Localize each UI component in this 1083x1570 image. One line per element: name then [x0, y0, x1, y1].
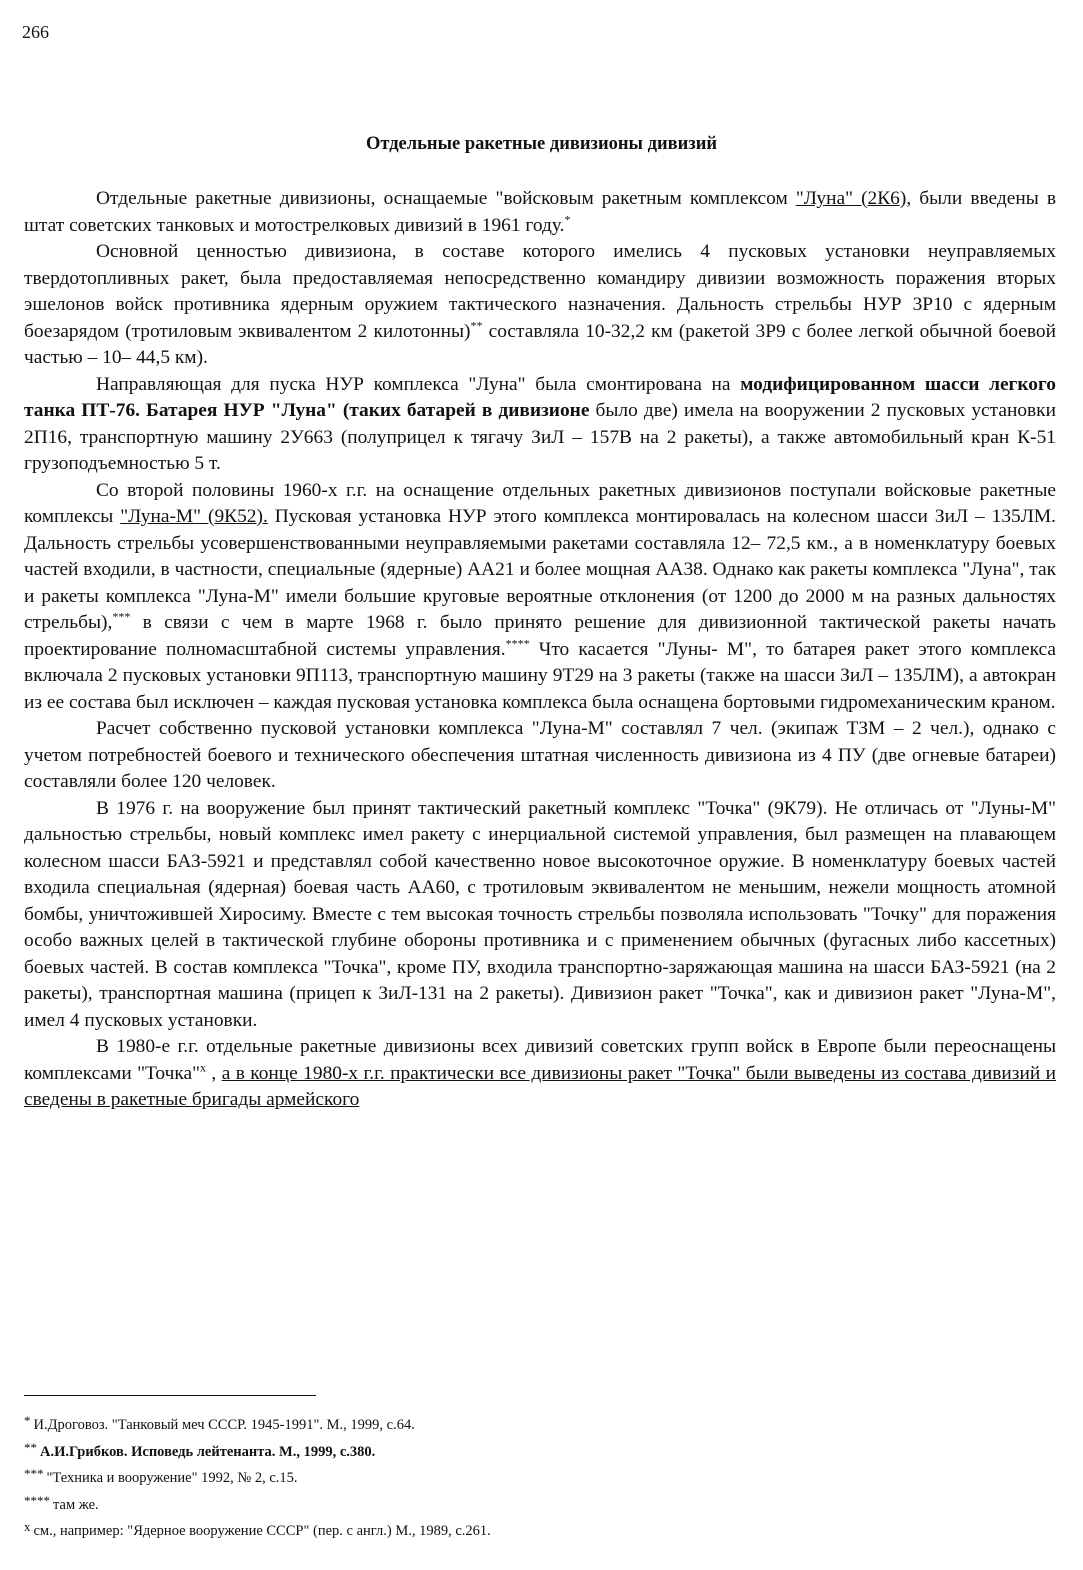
footnote-ref-1: *: [564, 212, 571, 227]
text-span: В 1976 г. на вооружение был принят тактический ракетный комплекс "Точка" (9К79). Не отличась от "Луны-М" дальностью стрельбы, новый комплекс имел ракету с инерциальной системой управления, был размещен на плавающем колесном шасси БАЗ-5921 и представлял собой качественно новое высокоточное оружие. В номенклатуру боевых частей входила специальная (ядерная) боевая часть АА60, с тротиловым эквивалентом не меньшим, нежели мощность атомной бомбы, уничтожившей Хиросиму. Вместе с тем высокая точность стрельбы позволяла использовать "Точку" для поражения особо важных целей в тактической глубине обороны противника и с применением обычных (фугасных либо кассетных) боевых частей. В состав комплекса "Точка", кроме ПУ, входила транспортно-заряжающая машина на шасси БАЗ-5921 (на 2 ракеты), транспортная машина (прицеп к ЗиЛ-131 на 2 ракеты). Дивизион ракет "Точка", как и дивизион ракет "Луна-М", имел 4 пусковых установки.: [24, 797, 1056, 1031]
footnote-text: там же.: [53, 1496, 99, 1513]
footnote-ref-3: ***: [112, 609, 131, 624]
footnote-mark: ***: [24, 1466, 44, 1481]
footnote: [24, 1437, 1056, 1464]
footnote-ref-5: x: [200, 1060, 207, 1075]
footnote-mark: *: [24, 1413, 31, 1428]
footnote: [24, 1490, 1056, 1517]
paragraph-1: [24, 186, 1056, 239]
text-span: Со второй половины 1960-х г.г. на оснащение отдельных ракетных дивизионов поступали войсковые ракетные комплексы: [24, 479, 1056, 527]
underlined-span: а в конце 1980-х г.г. практически все дивизионы ракет "Точка" были выведены из состава дивизий и сведены в ракетные бригады армейского: [24, 1062, 1056, 1110]
text-span: , были введены в штат советских танковых и мотострелковых дивизий в 1961 году.: [24, 188, 1057, 236]
text-span: ,: [206, 1062, 222, 1084]
paragraph-6: [24, 796, 1056, 1035]
luna-2k6-link[interactable]: "Луна" (2К6): [795, 188, 907, 209]
paragraph-5: [24, 716, 1056, 796]
text-span: Основной ценностью дивизиона, в составе которого имелись 4 пусковых установки неуправляемых твердотопливных ракет, была предоставляемая непосредственно командиру дивизии возможность поражения вторых эшелонов войск противника ядерным оружием тактического назначения. Дальность стрельбы НУР 3Р10 с ядерным боезарядом (тротиловым эквивалентом 2 килотонны): [24, 241, 1056, 342]
footnotes: [24, 1395, 1056, 1543]
paragraph-2: [24, 239, 1056, 372]
text-span: в связи с чем в марте 1968 г. было принято решение для дивизионной тактической ракеты начать проектирование полномасштабной системы управления.: [24, 612, 1056, 660]
page-title: Отдельные ракетные дивизионы дивизий: [365, 134, 718, 154]
footnote-ref-4: ****: [505, 636, 530, 651]
bold-span: модифицированном шасси легкого танка ПТ-76. Батарея НУР "Луна" (таких батарей в дивизионе: [24, 373, 1056, 421]
text-span: Отдельные ракетные дивизионы, оснащаемые "войсковым ракетным комплексом: [96, 188, 796, 209]
page-number: 266: [22, 22, 49, 42]
footnote-mark: **: [24, 1439, 37, 1455]
footnote-text: "Техника и вооружение" 1992, № 2, с.15.: [46, 1470, 298, 1486]
footnote: [24, 1410, 1056, 1437]
footnote: [24, 1463, 1056, 1490]
text-span: было две) имела на вооружении 2 пусковых установки 2П16, транспортную машину 2У663 (полуприцел к тягачу ЗиЛ – 157В на 2 ракеты), а также автомобильный кран К-51 грузоподъемностью 5 т.: [24, 400, 1056, 474]
text-span: Что касается "Луны- М", то батарея ракет этого комплекса включала 2 пусковых установки 9П113, транспортную машину 9Т29 на 3 ракеты (также на шасси ЗиЛ – 135ЛМ), а автокран из ее состава был исключен – каждая пусковая установка комплекса была оснащена бортовыми гидромеханическим краном.: [24, 638, 1056, 713]
footnote-mark: x: [24, 1519, 31, 1534]
paragraph-3: [24, 372, 1056, 478]
luna-m-9k52-link[interactable]: "Луна-М" (9К52).: [120, 506, 268, 527]
paragraph-7: [24, 1034, 1056, 1114]
text-span: В 1980-е г.г. отдельные ракетные дивизионы всех дивизий советских групп войск в Европе были переоснащены комплексами "Точка": [24, 1036, 1056, 1084]
footnote-ref-2: **: [470, 318, 483, 333]
footnote-text: И.Дроговоз. "Танковый меч СССР. 1945-1991". М., 1999, с.64.: [33, 1417, 415, 1433]
footnote: [24, 1516, 1056, 1543]
footnote-text: А.И.Грибков. Исповедь лейтенанта. М., 1999, с.380.: [40, 1443, 376, 1460]
paragraph-4: [24, 478, 1056, 717]
text-span: Пусковая установка НУР этого комплекса монтировалась на колесном шасси ЗиЛ – 135ЛМ. Дальность стрельбы усовершенствованными неуправляемыми ракетами составляла 12– 72,5 км., а в номенклатуру боевых частей входили, в частности, специальные (ядерные) АА21 и более мощная АА38. Однако как ракеты комплекса "Луна", так и ракеты комплекса "Луна-М" имели большие круговые вероятные отклонения (от 1200 до 2000 м на разных дальностях стрельбы),: [24, 506, 1056, 633]
footnote-divider: [24, 1395, 316, 1396]
body-text: [24, 186, 1056, 1114]
text-span: Направляющая для пуска НУР комплекса "Луна" была смонтирована на: [96, 373, 741, 395]
text-span: Расчет собственно пусковой установки комплекса "Луна-М" составлял 7 чел. (экипаж ТЗМ – 2 чел.), однако с учетом потребностей боевого и технического обеспечения штатная численность дивизиона из 4 ПУ (две огневые батареи) составляли более 120 человек.: [24, 718, 1056, 792]
text-span: составляла 10-32,2 км (ракетой 3Р9 с более легкой обычной боевой частью – 10– 44,5 км).: [24, 320, 1057, 368]
footnote-mark: ****: [24, 1492, 50, 1508]
footnote-text: см., например: "Ядерное вооружение СССР" (пер. с англ.) М., 1989, с.261.: [33, 1523, 491, 1539]
